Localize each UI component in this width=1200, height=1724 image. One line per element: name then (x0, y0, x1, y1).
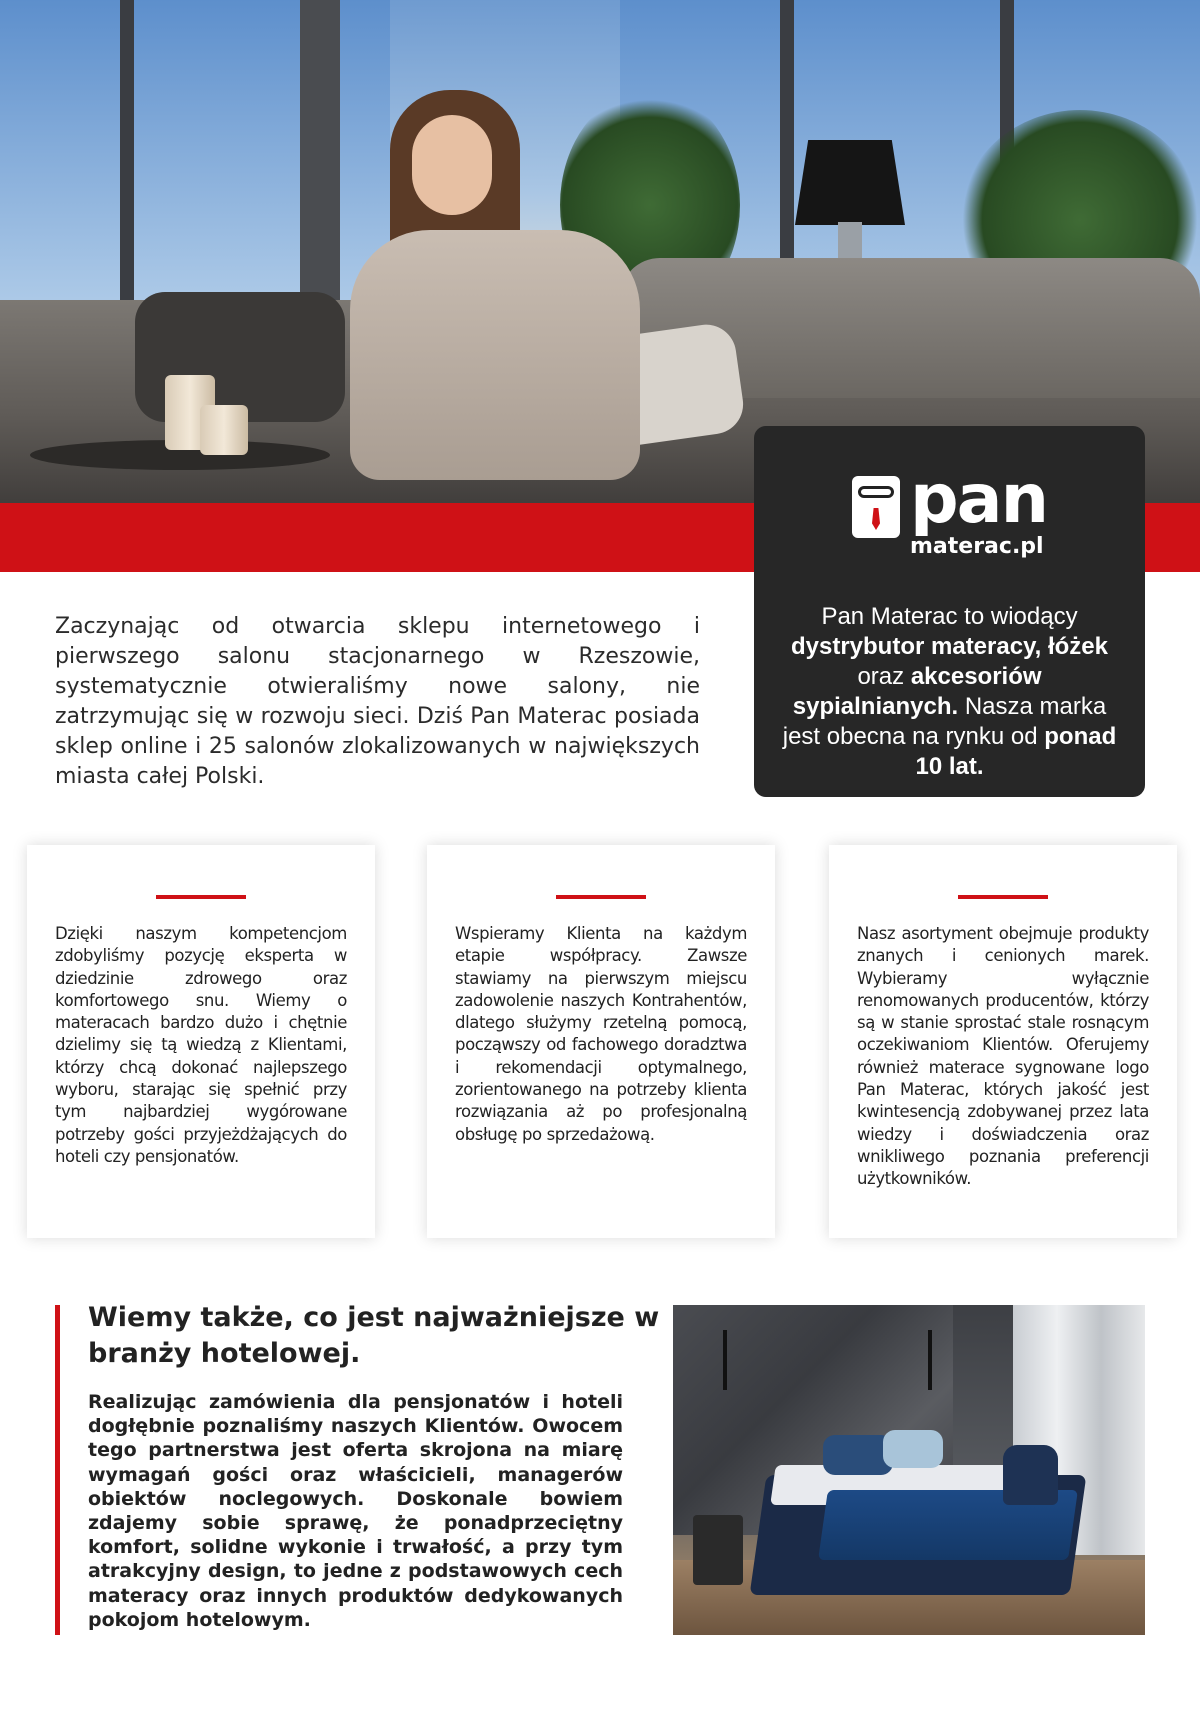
card-accent-bar (156, 895, 246, 899)
bed-pillow (883, 1430, 943, 1468)
card-text: Wspieramy Klienta na każdym etapie współpracy. Zawsze stawiamy na pierwszym miejscu zadowolenie naszych Kontrahentów, dlatego służymy rzetelną pomocą, począwszy od fachowego doradztwa i rekomendacji optymalnego, zorientowanego na potrzeby klienta rozwiązania aż po profesjonalną obsługę po sprzedażową. (455, 924, 747, 1144)
hotel-room-photo (673, 1305, 1145, 1635)
nightstand (693, 1515, 743, 1585)
pendant-lamp (928, 1330, 932, 1390)
logo[interactable] (780, 460, 1119, 576)
feature-card-support (427, 845, 775, 1238)
intro-highlight: dystrybutor materacy, łóżek (790, 633, 1108, 660)
mascot-icon (852, 476, 900, 538)
feature-card-assortment (829, 845, 1177, 1238)
card-accent-bar (958, 895, 1048, 899)
face (412, 115, 492, 215)
section-accent-line (55, 1305, 60, 1635)
logo-wordmark (910, 460, 1047, 559)
hotel-section-body: Realizując zamówienia dla pensjonatów i hoteli dogłębnie poznaliśmy naszych Klientów. Owocem tego partnerstwa jest oferta skrojona na miarę wymagań gości oraz właścicieli, managerów obiektów noclegowych. Doskonale bowiem zdajemy sobie sprawę, że ponadprzeciętny komfort, solidne wykonie i trwałość, a przy tym atrakcyjny design, to jedne z podstawowych cech materacy oraz innych produktów dedykowanych pokojom hotelowym. (88, 1391, 623, 1631)
pendant-lamp (723, 1330, 727, 1390)
intro-part: Pan Materac to wiodący (821, 603, 1078, 630)
column (300, 0, 340, 330)
intro-part: Nasza marka jest obecna na rynku od (782, 693, 1107, 750)
intro-highlight: akcesoriów sypialnianych. (792, 663, 1042, 720)
window-frame (120, 0, 134, 330)
tie-icon (872, 508, 880, 530)
intro-text (780, 602, 1119, 782)
hotel-section-title: Wiemy także, co jest najważniejsze w branży hotelowej. (88, 1302, 660, 1369)
card-text: Dzięki naszym kompetencjom zdobyliśmy pozycję eksperta w dziedzinie zdrowego oraz komfortowego snu. Wiemy o materacach bardzo dużo i chętnie dzielimy się tą wiedzą z Klientami, którzy chcą dokonać najlepszego wyboru, starając się spełnić przy tym najbardziej wygórowane potrzeby gości przyjeżdżających do hoteli czy pensjonatów. (55, 924, 347, 1166)
logo-domain: materac.pl (910, 534, 1044, 559)
lead-paragraph: Zaczynając od otwarcia sklepu internetowego i pierwszego salonu stacjonarnego w Rzeszowie, systematycznie otwieraliśmy nowe salony, nie zatrzymując się w rozwoju sieci. Dziś Pan Materac posiada sklep online i 25 salonów zlokalizowanych w największych miasta całej Polski. (55, 614, 700, 789)
card-accent-bar (556, 895, 646, 899)
glasses-icon (858, 486, 894, 498)
intro-highlight: ponad 10 lat. (915, 723, 1117, 780)
candle (200, 405, 248, 455)
logo-main: pan (910, 460, 1047, 539)
armchair (1003, 1445, 1058, 1505)
body (350, 230, 640, 480)
intro-part: oraz (857, 663, 911, 690)
lamp-shade (795, 140, 905, 225)
feature-card-expertise (27, 845, 375, 1238)
card-text: Nasz asortyment obejmuje produkty znanych i cenionych marek. Wybieramy wyłącznie renomowanych producentów, którzy są w stanie sprostać stale rosnącym oczekiwaniom Klientów. Oferujemy również materace sygnowane logo Pan Materac, których jakość jest kwintesencją zdobywanej przez lata wiedzy i doświadczenia oraz wnikliwego poznania preferencji użytkowników. (857, 924, 1149, 1189)
woman-relaxing (350, 90, 650, 490)
brand-box (754, 426, 1145, 797)
